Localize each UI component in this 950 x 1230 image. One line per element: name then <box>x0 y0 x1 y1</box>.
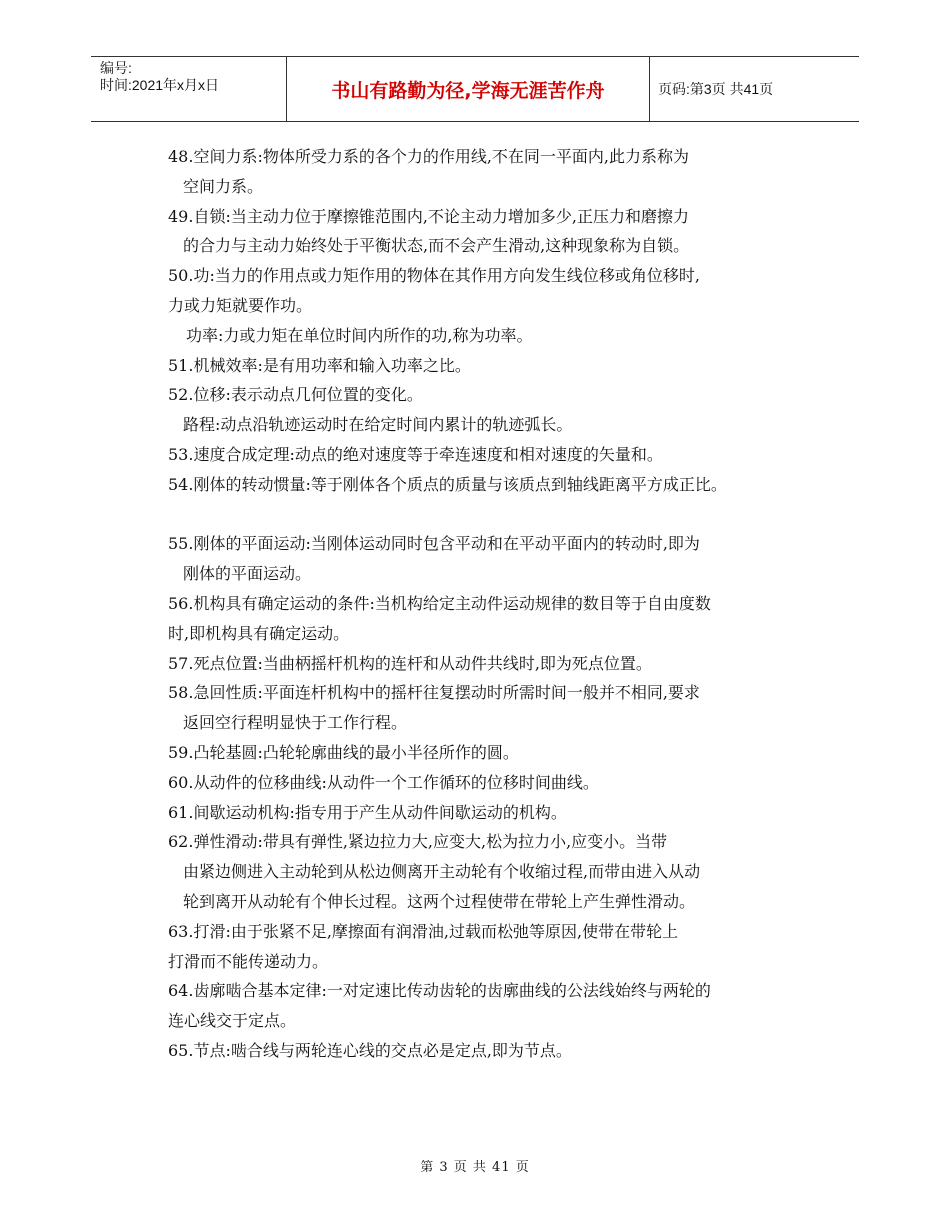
text-line: 63.打滑:由于张紧不足,摩擦面有润滑油,过载而松弛等原因,使带在带轮上 <box>168 921 679 941</box>
text-line: 62.弹性滑动:带具有弹性,紧边拉力大,应变大,松为拉力小,应变小。当带 <box>168 832 668 852</box>
text-line: 57.死点位置:当曲柄摇杆机构的连杆和从动件共线时,即为死点位置。 <box>168 653 652 673</box>
text-line: 64.齿廓啮合基本定律:一对定速比传动齿轮的齿廓曲线的公法线始终与两轮的 <box>168 981 711 1001</box>
text-line: 空间力系。 <box>183 176 264 196</box>
text-line: 刚体的平面运动。 <box>183 564 312 584</box>
header-page-cell <box>650 57 859 121</box>
text-line: 功率:力或力矩在单位时间内所作的功,称为功率。 <box>186 325 533 345</box>
text-line: 51.机械效率:是有用功率和输入功率之比。 <box>168 355 471 375</box>
text-line: 60.从动件的位移曲线:从动件一个工作循环的位移时间曲线。 <box>168 772 599 792</box>
header-left-cell <box>91 57 286 121</box>
text-line: 61.间歇运动机构:指专用于产生从动件间歇运动的机构。 <box>168 802 567 822</box>
text-line: 50.功:当力的作用点或力矩作用的物体在其作用方向发生线位移或角位移时, <box>168 266 700 286</box>
text-line: 由紧边侧进入主动轮到从松边侧离开主动轮有个收缩过程,而带由进入从动 <box>183 862 701 882</box>
text-line: 54.刚体的转动惯量:等于刚体各个质点的质量与该质点到轴线距离平方成正比。 <box>168 474 727 494</box>
blank-line <box>168 500 828 530</box>
text-line: 52.位移:表示动点几何位置的变化。 <box>168 385 423 405</box>
text-line: 返回空行程明显快于工作行程。 <box>183 713 408 733</box>
header-motto-cell <box>286 57 650 121</box>
text-line: 轮到离开从动轮有个伸长过程。这两个过程使带在带轮上产生弹性滑动。 <box>183 891 696 911</box>
code-label: 编号: <box>100 60 132 76</box>
text-line: 连心线交于定点。 <box>168 1011 297 1031</box>
time-label: 时间:2021年x月x日 <box>100 77 220 93</box>
text-line: 49.自锁:当主动力位于摩擦锥范围内,不论主动力增加多少,正压力和磨擦力 <box>168 206 690 226</box>
text-line: 65.节点:啮合线与两轮连心线的交点必是定点,即为节点。 <box>168 1040 572 1060</box>
text-line: 55.刚体的平面运动:当刚体运动同时包含平动和在平动平面内的转动时,即为 <box>168 534 700 554</box>
text-line: 时,即机构具有确定运动。 <box>168 623 350 643</box>
text-line: 48.空间力系:物体所受力系的各个力的作用线,不在同一平面内,此力系称为 <box>168 147 690 166</box>
text-line: 59.凸轮基圆:凸轮轮廓曲线的最小半径所作的圆。 <box>168 742 519 762</box>
text-line: 56.机构具有确定运动的条件:当机构给定主动件运动规律的数目等于自由度数 <box>168 593 711 613</box>
text-line: 的合力与主动力始终处于平衡状态,而不会产生滑动,这种现象称为自锁。 <box>183 236 690 256</box>
text-line: 打滑而不能传递动力。 <box>168 951 329 971</box>
page-info: 页码:第3页 共41页 <box>658 81 774 97</box>
text-line: 路程:动点沿轨迹运动时在给定时间内累计的轨迹弧长。 <box>183 415 573 435</box>
motto-text: 书山有路勤为径,学海无涯苦作舟 <box>331 79 605 102</box>
page-header <box>91 56 859 122</box>
text-line: 58.急回性质:平面连杆机构中的摇杆往复摆动时所需时间一般并不相同,要求 <box>168 683 700 703</box>
document-body <box>168 142 828 1066</box>
page-footer: 第 3 页 共 41 页 <box>420 1160 530 1175</box>
text-line: 53.速度合成定理:动点的绝对速度等于牵连速度和相对速度的矢量和。 <box>168 444 663 464</box>
text-line: 力或力矩就要作功。 <box>168 295 313 315</box>
